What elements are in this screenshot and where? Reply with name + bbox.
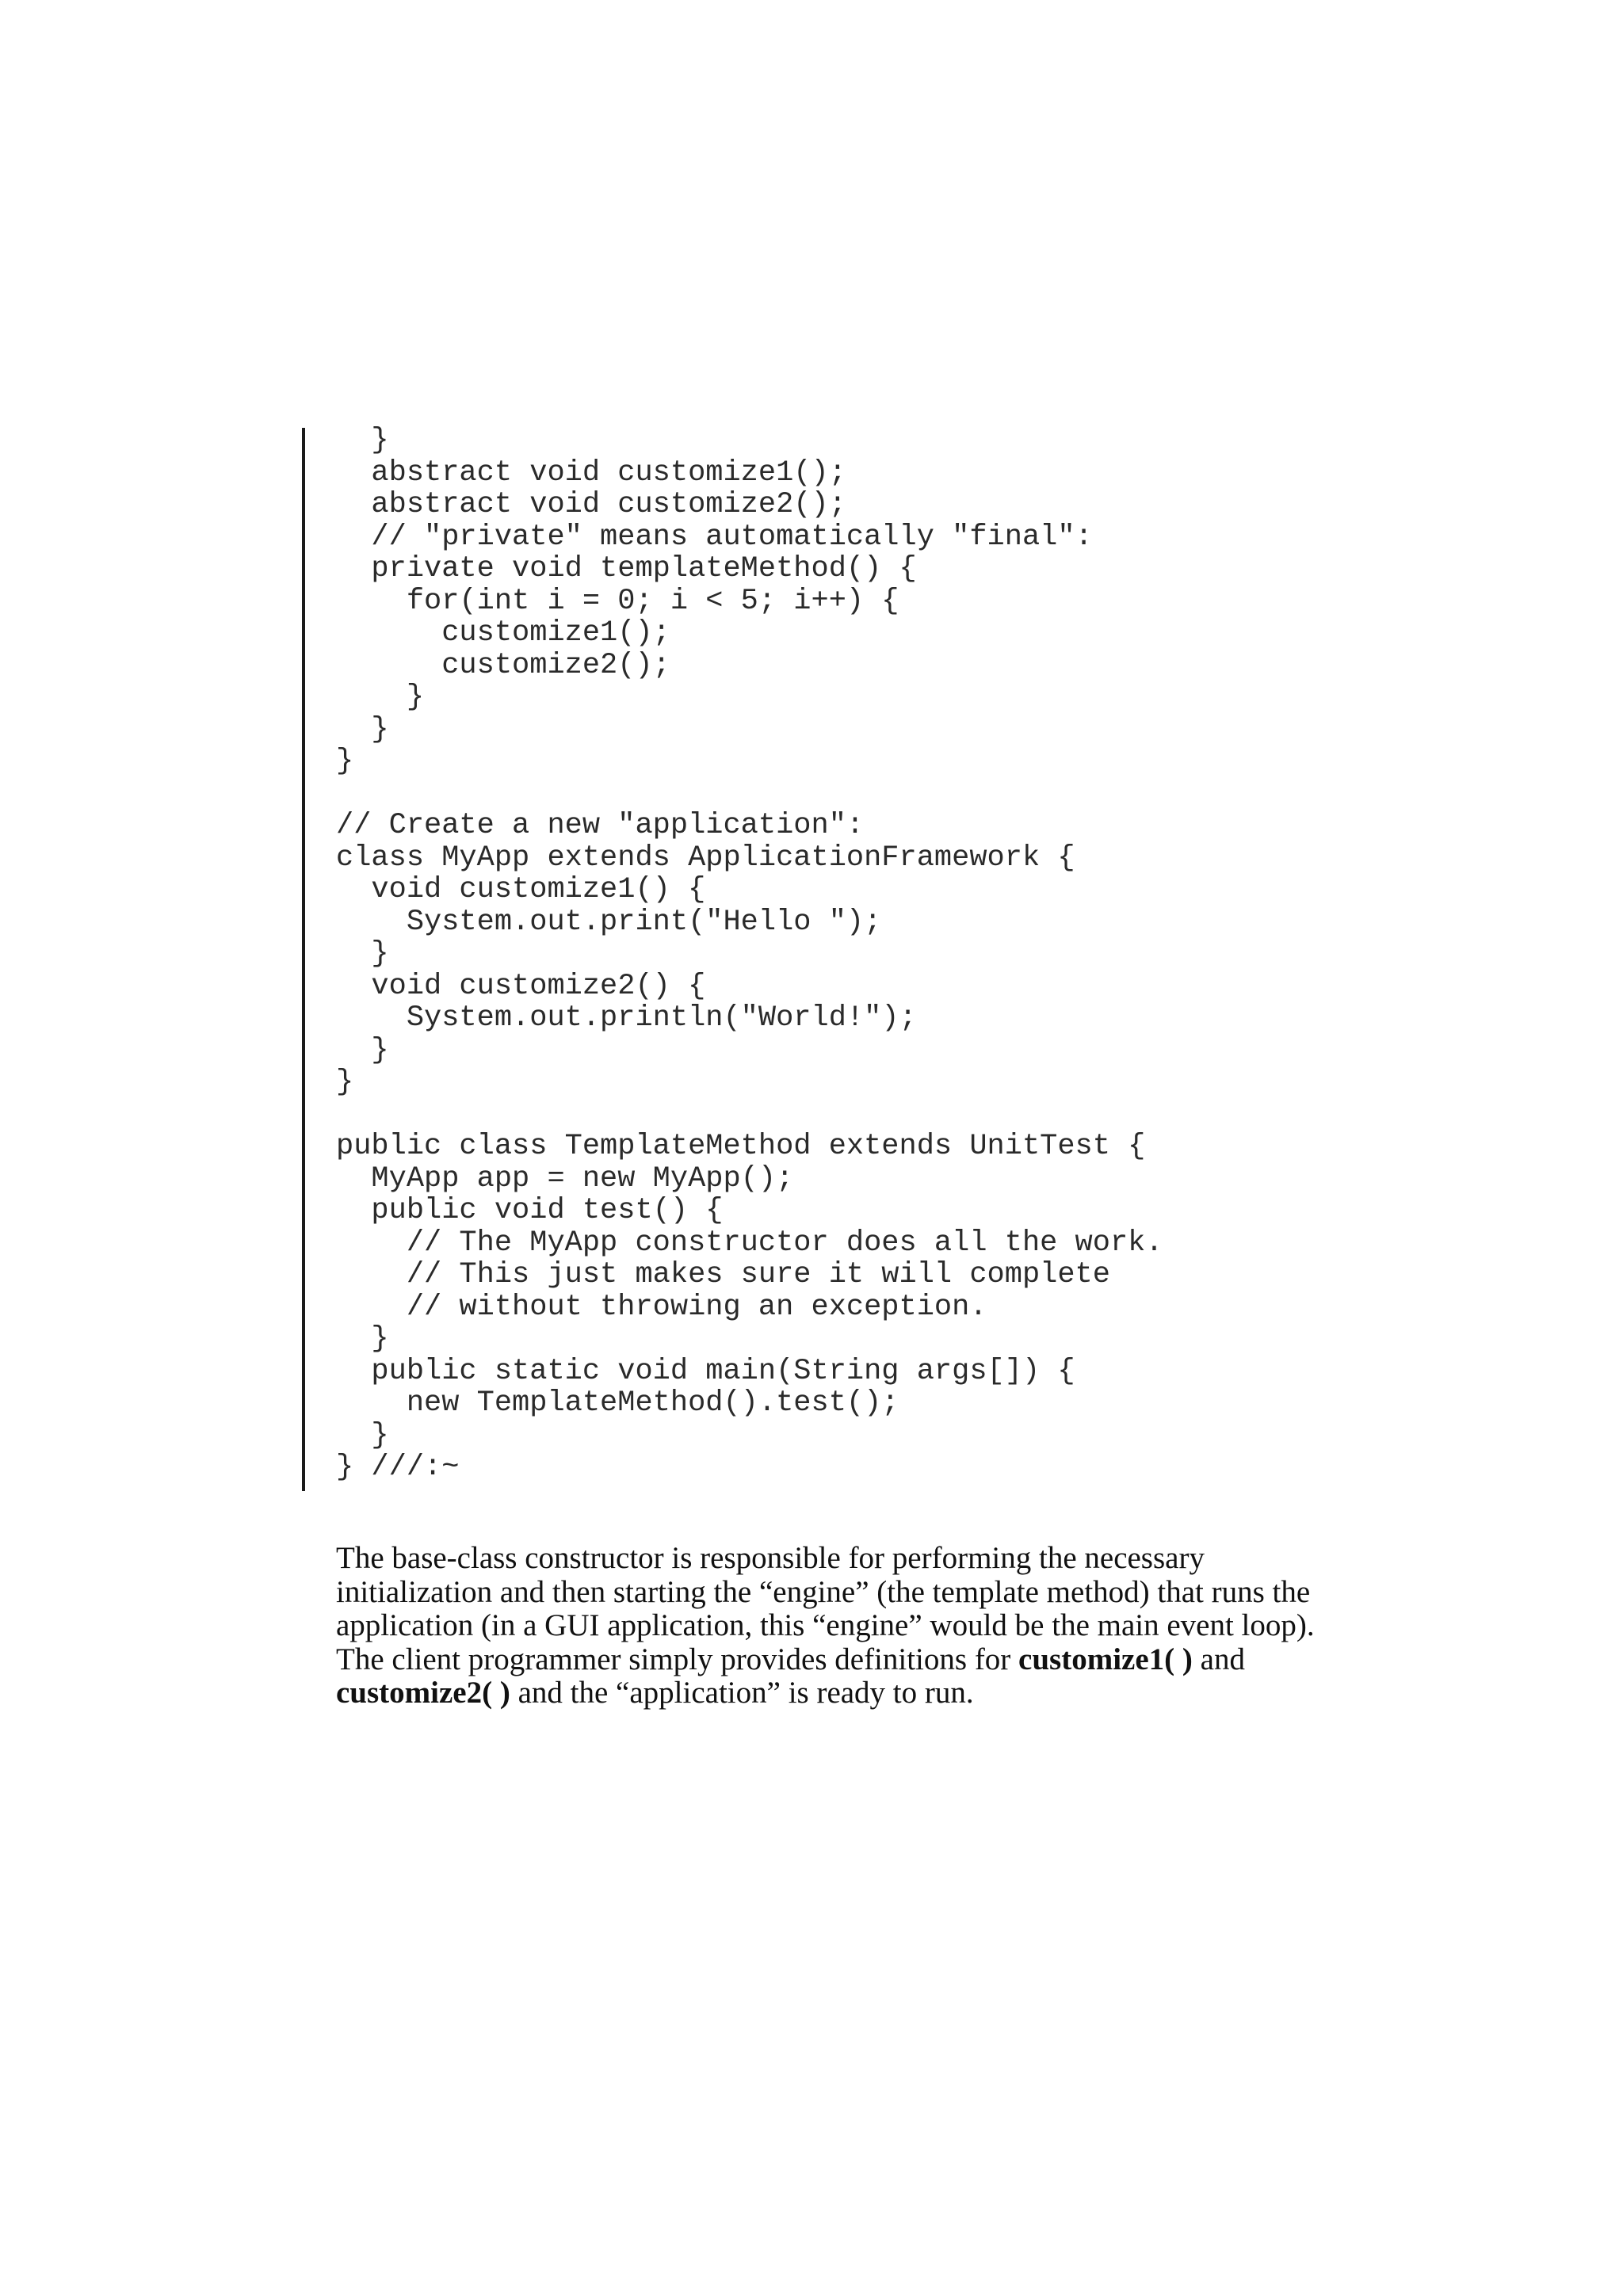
code-line: public static void main(String args[]) { <box>336 1354 1075 1388</box>
code-line: } <box>336 681 425 714</box>
code-line: // Create a new "application": <box>336 809 865 842</box>
code-line: } <box>336 1322 389 1356</box>
code-line: for(int i = 0; i < 5; i++) { <box>336 584 899 618</box>
code-line: // The MyApp constructor does all the work. <box>336 1226 1163 1260</box>
code-line: } <box>336 937 389 971</box>
code-listing <box>336 425 1163 1484</box>
code-line: } ///:~ <box>336 1451 460 1484</box>
code-line: } <box>336 424 389 457</box>
code-line: void customize2() { <box>336 969 706 1003</box>
code-line: } <box>336 712 389 746</box>
code-line: private void templateMethod() { <box>336 552 917 585</box>
code-line <box>336 778 1163 810</box>
code-line: customize1(); <box>336 616 670 650</box>
code-line: // "private" means automatically "final": <box>336 520 1093 554</box>
code-line: public void test() { <box>336 1194 724 1227</box>
code-line: abstract void customize2(); <box>336 488 846 521</box>
code-line: new TemplateMethod().test(); <box>336 1386 899 1420</box>
code-line: customize2(); <box>336 648 670 682</box>
paragraph-text: and the “application” is ready to run. <box>510 1676 974 1710</box>
code-line: public class TemplateMethod extends UnitTest { <box>336 1130 1146 1163</box>
code-line: void customize1() { <box>336 873 706 906</box>
body-paragraph <box>336 1542 1319 1711</box>
method-name-customize2: customize2( ) <box>336 1676 510 1710</box>
code-line: } <box>336 1418 389 1452</box>
code-line: // This just makes sure it will complete <box>336 1258 1110 1291</box>
paragraph-text: and <box>1192 1642 1245 1676</box>
paragraph-text: The base-class constructor is responsible for performing the necessary initialization and then starting the “engine” (the template method) that runs the application (in a GUI application, this “engine” would be the main event loop). The client programmer simply provides definitions for <box>336 1541 1315 1676</box>
code-line <box>336 1099 1163 1131</box>
code-line: System.out.println("World!"); <box>336 1001 917 1035</box>
code-line: } <box>336 1066 354 1099</box>
method-name-customize1: customize1( ) <box>1018 1642 1193 1676</box>
code-margin-bar <box>302 428 305 1491</box>
code-line: System.out.print("Hello "); <box>336 905 882 939</box>
code-line: abstract void customize1(); <box>336 456 846 490</box>
code-line: } <box>336 1033 389 1067</box>
code-line: class MyApp extends ApplicationFramework { <box>336 841 1075 875</box>
code-line: } <box>336 745 354 778</box>
code-line: MyApp app = new MyApp(); <box>336 1161 794 1196</box>
code-line: // without throwing an exception. <box>336 1290 987 1324</box>
